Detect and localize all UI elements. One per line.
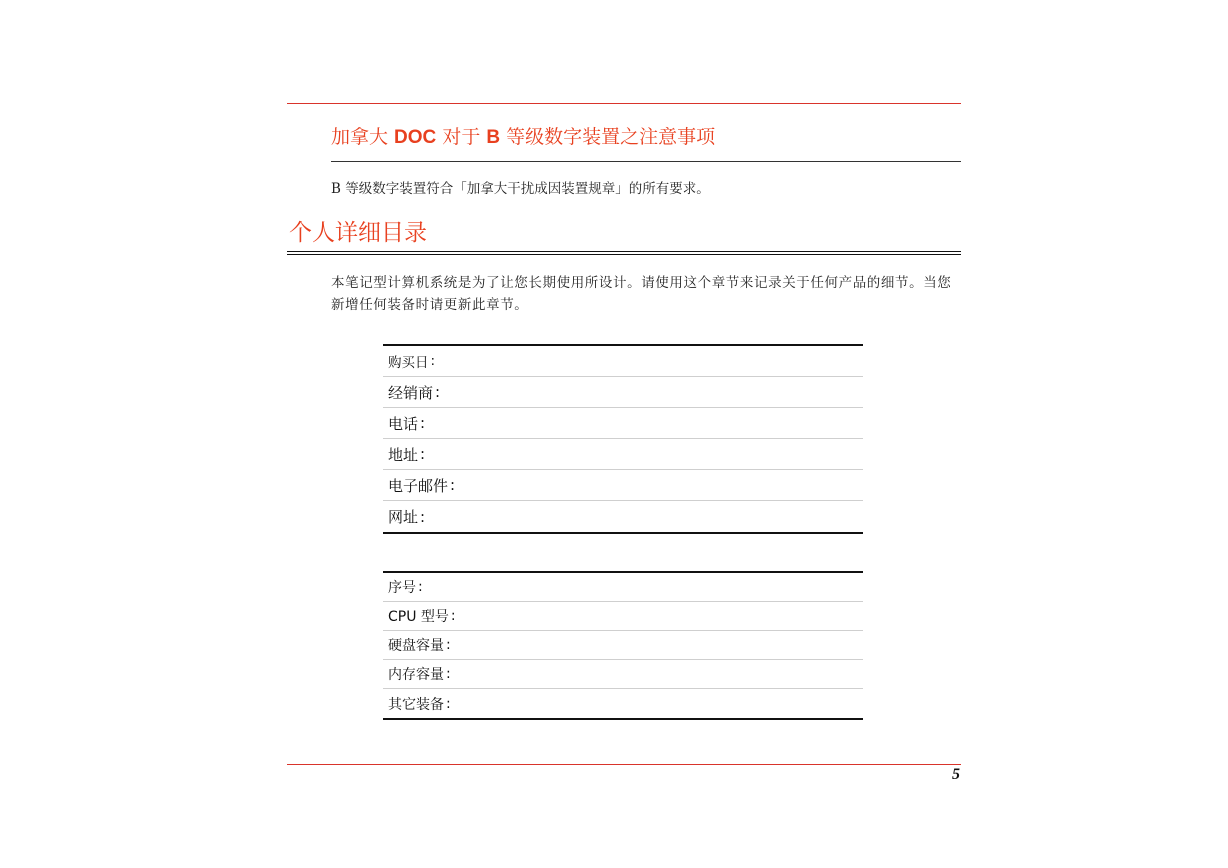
- row-label: CPU 型号: [388, 609, 449, 625]
- row-label: 硬盘容量: [388, 638, 444, 654]
- row-colon: :: [435, 383, 441, 401]
- page-title: 个人详细目录: [289, 220, 427, 246]
- section-divider: [331, 161, 961, 162]
- row-label: 地址: [388, 445, 419, 464]
- table-row-other-equipment: [383, 689, 863, 718]
- row-label: 序号: [388, 580, 416, 596]
- table-row-hdd: [383, 631, 863, 660]
- row-label: 电子邮件: [388, 476, 449, 495]
- table-row-address: [383, 439, 863, 470]
- system-info-table: [383, 571, 863, 720]
- row-label: 电话: [388, 414, 419, 433]
- row-colon: :: [450, 476, 456, 494]
- row-colon: :: [420, 507, 426, 526]
- table-row-purchase-date: [383, 346, 863, 377]
- page-number: 5: [952, 766, 960, 783]
- table-row-memory: [383, 660, 863, 689]
- canada-doc-paragraph: B 等级数字装置符合「加拿大干扰成因装置规章」的所有要求。: [331, 181, 710, 197]
- table-row-website: [383, 501, 863, 532]
- personal-details-paragraph: 本笔记型计算机系统是为了让您长期使用所设计。请使用这个章节来记录关于任何产品的细节。当您新增任何装备时请更新此章节。: [331, 275, 952, 313]
- heading-text-b: B: [486, 127, 501, 148]
- heading-text: 加拿大: [331, 126, 395, 148]
- row-label: 其它装备: [388, 696, 444, 713]
- row-colon: :: [446, 666, 451, 682]
- table-row-serial: [383, 573, 863, 602]
- heading-text-doc: DOC: [394, 127, 437, 148]
- heading-text: 对于: [436, 126, 487, 148]
- table-row-email: [383, 470, 863, 501]
- row-colon: :: [420, 445, 426, 463]
- row-colon: :: [418, 579, 423, 595]
- table-row-cpu: [383, 602, 863, 631]
- row-colon: :: [430, 353, 436, 369]
- heading-text: 等级数字装置之注意事项: [500, 126, 716, 148]
- row-label: 网址: [388, 508, 419, 526]
- title-double-divider: [287, 251, 961, 255]
- row-label: 内存容量: [388, 667, 444, 683]
- row-colon: :: [450, 608, 456, 624]
- row-label: 购买日: [388, 355, 429, 371]
- row-label: 经销商: [388, 383, 434, 402]
- dealer-info-table: [383, 344, 863, 534]
- top-divider: [287, 103, 961, 104]
- table-row-phone: [383, 408, 863, 439]
- table-row-dealer: [383, 377, 863, 408]
- bottom-divider: [287, 764, 961, 765]
- row-colon: :: [446, 637, 451, 653]
- section-heading-canada-doc: [331, 122, 715, 149]
- row-colon: :: [446, 695, 451, 712]
- row-colon: :: [420, 414, 426, 432]
